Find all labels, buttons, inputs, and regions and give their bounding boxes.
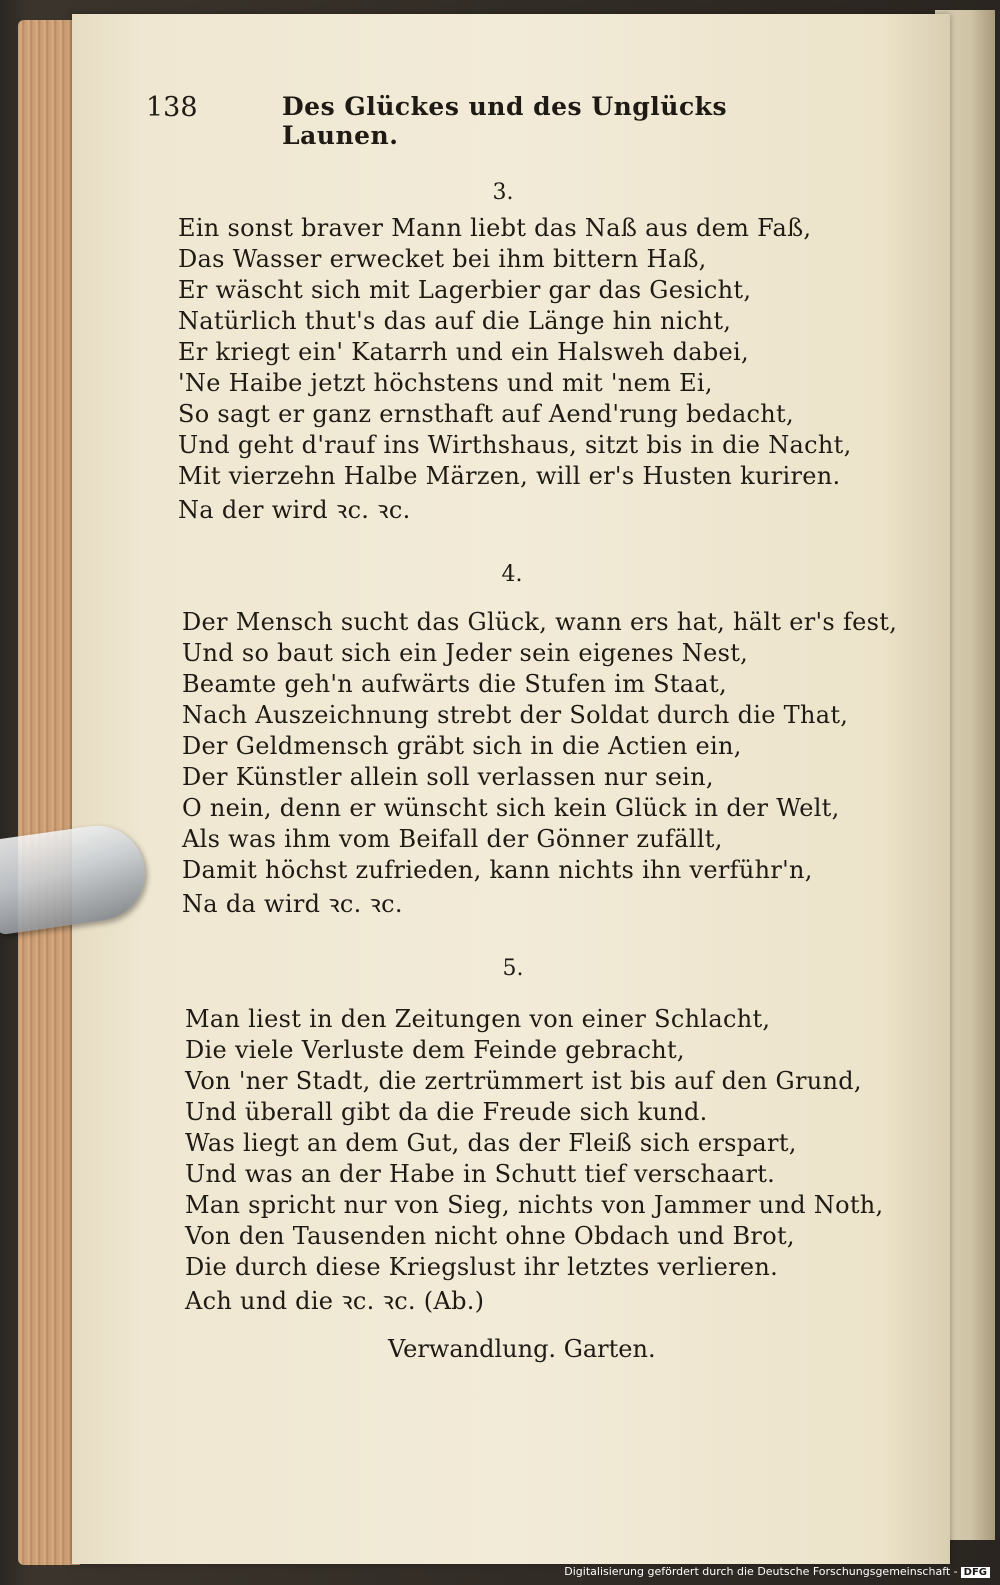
verse-line: Der Geldmensch gräbt sich in die Actien ein,: [182, 732, 742, 760]
page-stack-edges: [18, 20, 80, 1565]
verse-line: Und so baut sich ein Jeder sein eigenes Nest,: [182, 639, 749, 667]
verse-line: Beamte geh'n aufwärts die Stufen im Staat,: [182, 670, 727, 698]
verse-line: Und überall gibt da die Freude sich kund.: [185, 1098, 708, 1126]
stanza-number: 3.: [492, 180, 514, 205]
verse-line: Nach Auszeichnung strebt der Soldat durch die That,: [182, 701, 849, 729]
verse-line: Ein sonst braver Mann liebt das Naß aus dem Faß,: [178, 214, 812, 242]
verse-line: Von den Tausenden nicht ohne Obdach und Brot,: [185, 1222, 795, 1250]
verse-line: O nein, denn er wünscht sich kein Glück in der Welt,: [182, 794, 840, 822]
verse-line: Als was ihm vom Beifall der Gönner zufällt,: [182, 825, 723, 853]
verse-line: Die viele Verluste dem Feinde gebracht,: [185, 1036, 685, 1064]
verse-line: Er wäscht sich mit Lagerbier gar das Gesicht,: [178, 276, 752, 304]
verse-line: Man liest in den Zeitungen von einer Schlacht,: [185, 1005, 771, 1033]
verse-line: Natürlich thut's das auf die Länge hin nicht,: [178, 307, 732, 335]
verse-line: Die durch diese Kriegslust ihr letztes verlieren.: [185, 1253, 779, 1281]
page-header: [146, 92, 746, 150]
verse-line: Was liegt an dem Gut, das der Fleiß sich erspart,: [185, 1129, 797, 1157]
stage-direction: Verwandlung. Garten.: [388, 1335, 656, 1363]
verse-line: Und geht d'rauf ins Wirthshaus, sitzt bis in die Nacht,: [178, 431, 852, 459]
verse-line: Mit vierzehn Halbe Märzen, will er's Husten kuriren.: [178, 462, 841, 490]
verse-line: 'Ne Haibe jetzt höchstens und mit 'nem Ei,: [178, 369, 713, 397]
stanza-number: 5.: [502, 956, 524, 981]
verse-line: Na da wird ꝛc. ꝛc.: [182, 890, 403, 918]
verse-line: Na der wird ꝛc. ꝛc.: [178, 496, 411, 524]
verse-line: Und was an der Habe in Schutt tief verschaart.: [185, 1160, 776, 1188]
verse-line: Ach und die ꝛc. ꝛc. (Ab.): [185, 1287, 485, 1315]
credit-text: Digitalisierung gefördert durch die Deutsche Forschungsgemeinschaft -: [564, 1565, 958, 1578]
dfg-logo: DFG: [961, 1567, 990, 1578]
verse-line: Damit höchst zufrieden, kann nichts ihn verführ'n,: [182, 856, 813, 884]
verse-line: Man spricht nur von Sieg, nichts von Jammer und Noth,: [185, 1191, 884, 1219]
verse-line: Das Wasser erwecket bei ihm bittern Haß,: [178, 245, 707, 273]
verse-line: Von 'ner Stadt, die zertrümmert ist bis auf den Grund,: [185, 1067, 862, 1095]
digitization-credit: [564, 1565, 990, 1581]
stanza-number: 4.: [501, 562, 523, 587]
verse-line: So sagt er ganz ernsthaft auf Aend'rung bedacht,: [178, 400, 794, 428]
verse-line: Er kriegt ein' Katarrh und ein Halsweh dabei,: [178, 338, 749, 366]
running-title: Des Glückes und des Unglücks Launen.: [282, 92, 728, 150]
page-number: 138: [146, 92, 198, 123]
verse-line: Der Künstler allein soll verlassen nur sein,: [182, 763, 714, 791]
verse-line: Der Mensch sucht das Glück, wann ers hat, hält er's fest,: [182, 608, 898, 636]
